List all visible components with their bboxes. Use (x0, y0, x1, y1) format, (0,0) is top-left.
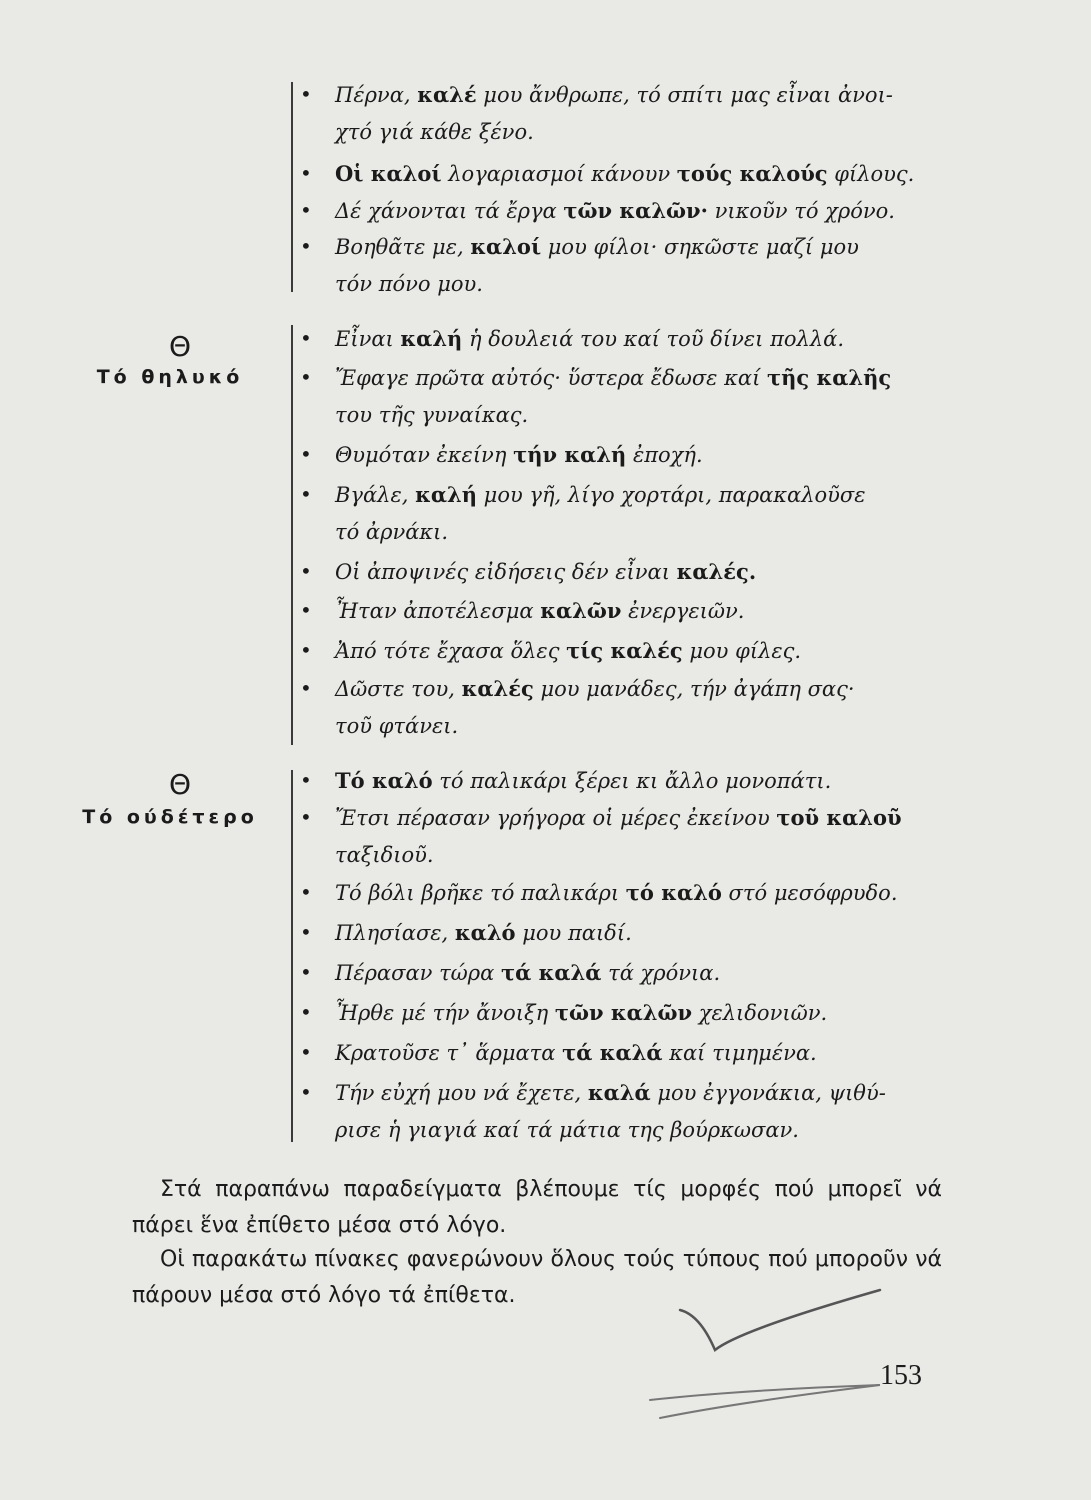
example-item: • Ἔφαγε πρῶτα αὐτός· ὕστερα ἔδωσε καί τῆς καλῆς του τῆς γυναίκας. (300, 359, 940, 434)
example-item: • Πλησίασε, καλό μου παιδί. (300, 914, 940, 952)
example-item: • Οἱ καλοί λογαριασμοί κάνουν τούς καλούς φίλους. (300, 155, 940, 193)
bullet: • (300, 326, 312, 350)
example-item: • Ἀπό τότε ἔχασα ὅλες τίς καλές μου φίλες. (300, 632, 940, 670)
bullet: • (300, 805, 312, 829)
adjective-form: καλές. (676, 559, 757, 584)
adjective-form: τίς καλές (566, 638, 683, 663)
adjective-form: Οἱ καλοί (335, 161, 442, 186)
adjective-form: καλά (587, 1080, 651, 1105)
feminine-symbol: Θ (168, 330, 192, 363)
example-item: • Τό βόλι βρῆκε τό παλικάρι τό καλό στό μεσόφρυδο. (300, 874, 940, 912)
tables-intro-paragraph: Οἱ παρακάτω πίνακες φανερώνουν ὅλους τούς τύπους πού μποροῦν νά πάρουν μέσα στό λόγο τά ἐπίθετα. (132, 1247, 942, 1308)
adjective-form: τῶν καλῶν (554, 1000, 693, 1025)
bullet: • (300, 676, 312, 700)
example-item: • Ἔτσι πέρασαν γρήγορα οἱ μέρες ἐκείνου τοῦ καλοῦ ταξιδιοῦ. (300, 799, 940, 874)
example-item: • Οἱ ἀποψινές εἰδήσεις δέν εἶναι καλές. (300, 553, 940, 591)
bullet: • (300, 82, 312, 106)
masculine-divider-line (291, 82, 293, 292)
adjective-form: τό καλό (625, 880, 722, 905)
example-item: • Τό καλό τό παλικάρι ξέρει κι ἄλλο μονοπάτι. (300, 762, 940, 800)
bullet: • (300, 1080, 312, 1104)
adjective-form: τῶν καλῶν· (563, 198, 708, 223)
adjective-form: καλέ (417, 82, 477, 107)
adjective-form: καλοί (470, 234, 542, 259)
bullet: • (300, 768, 312, 792)
explanation-paragraph: Στά παραπάνω παραδείγματα βλέπουμε τίς μορφές πού μπορεῖ νά πάρει ἕνα ἐπίθετο μέσα στό λόγο. (132, 1177, 942, 1238)
adjective-form: καλό (454, 920, 516, 945)
bullet: • (300, 598, 312, 622)
bullet: • (300, 482, 312, 506)
adjective-form: τούς καλούς (676, 161, 828, 186)
feminine-heading: Τό θηλυκό (96, 366, 244, 388)
feminine-divider-line (291, 325, 293, 745)
example-item: • Εἶναι καλή ἡ δουλειά του καί τοῦ δίνει πολλά. (300, 320, 940, 358)
pencil-scribble (620, 1270, 900, 1430)
adjective-form: τῆς καλῆς (767, 365, 892, 390)
bullet: • (300, 920, 312, 944)
bullet: • (300, 880, 312, 904)
bullet: • (300, 960, 312, 984)
adjective-form: καλές (461, 676, 534, 701)
example-item: • Δῶστε του, καλές μου μανάδες, τήν ἀγάπη σας· τοῦ φτάνει. (300, 670, 940, 745)
example-item: • Ἦταν ἀποτέλεσμα καλῶν ἐνεργειῶν. (300, 592, 940, 630)
bullet: • (300, 559, 312, 583)
bullet: • (300, 365, 312, 389)
bullet: • (300, 1000, 312, 1024)
bullet: • (300, 198, 312, 222)
bullet: • (300, 638, 312, 662)
adjective-form: Τό καλό (335, 768, 433, 793)
bullet: • (300, 161, 312, 185)
example-item: • Θυμόταν ἐκείνη τήν καλή ἐποχή. (300, 436, 940, 474)
adjective-form: τήν καλή (513, 442, 627, 467)
adjective-form: καλή (415, 482, 477, 507)
adjective-form: καλῶν (540, 598, 622, 623)
adjective-form: τά καλά (501, 960, 602, 985)
example-item: • Πέρασαν τώρα τά καλά τά χρόνια. (300, 954, 940, 992)
neuter-divider-line (291, 770, 293, 1142)
adjective-form: τά καλά (562, 1040, 663, 1065)
example-item: • Βοηθᾶτε με, καλοί μου φίλοι· σηκῶστε μαζί μου τόν πόνο μου. (300, 228, 940, 303)
bullet: • (300, 1040, 312, 1064)
example-item: • Ἦρθε μέ τήν ἄνοιξη τῶν καλῶν χελιδονιῶν. (300, 994, 940, 1032)
example-item: • Δέ χάνονται τά ἔργα τῶν καλῶν· νικοῦν τό χρόνο. (300, 192, 940, 230)
example-item: • Βγάλε, καλή μου γῆ, λίγο χορτάρι, παρακαλοῦσε τό ἀρνάκι. (300, 476, 940, 551)
adjective-form: τοῦ καλοῦ (776, 805, 902, 830)
neuter-symbol: Θ (168, 768, 192, 801)
example-item: • Πέρνα, καλέ μου ἄνθρωπε, τό σπίτι μας εἶναι ἀνοι- χτό γιά κάθε ξένο. (300, 76, 940, 151)
bullet: • (300, 442, 312, 466)
example-item: • Τήν εὐχή μου νά ἔχετε, καλά μου ἐγγονάκια, ψιθύ- ρισε ἡ γιαγιά καί τά μάτια της βούρκωσαν. (300, 1074, 940, 1149)
neuter-heading: Τό ούδέτερο (82, 806, 258, 828)
example-item: • Κρατοῦσε τ᾿ ἅρματα τά καλά καί τιμημένα. (300, 1034, 940, 1072)
adjective-form: καλή (400, 326, 463, 351)
bullet: • (300, 234, 312, 258)
page-number: 153 (880, 1360, 922, 1391)
